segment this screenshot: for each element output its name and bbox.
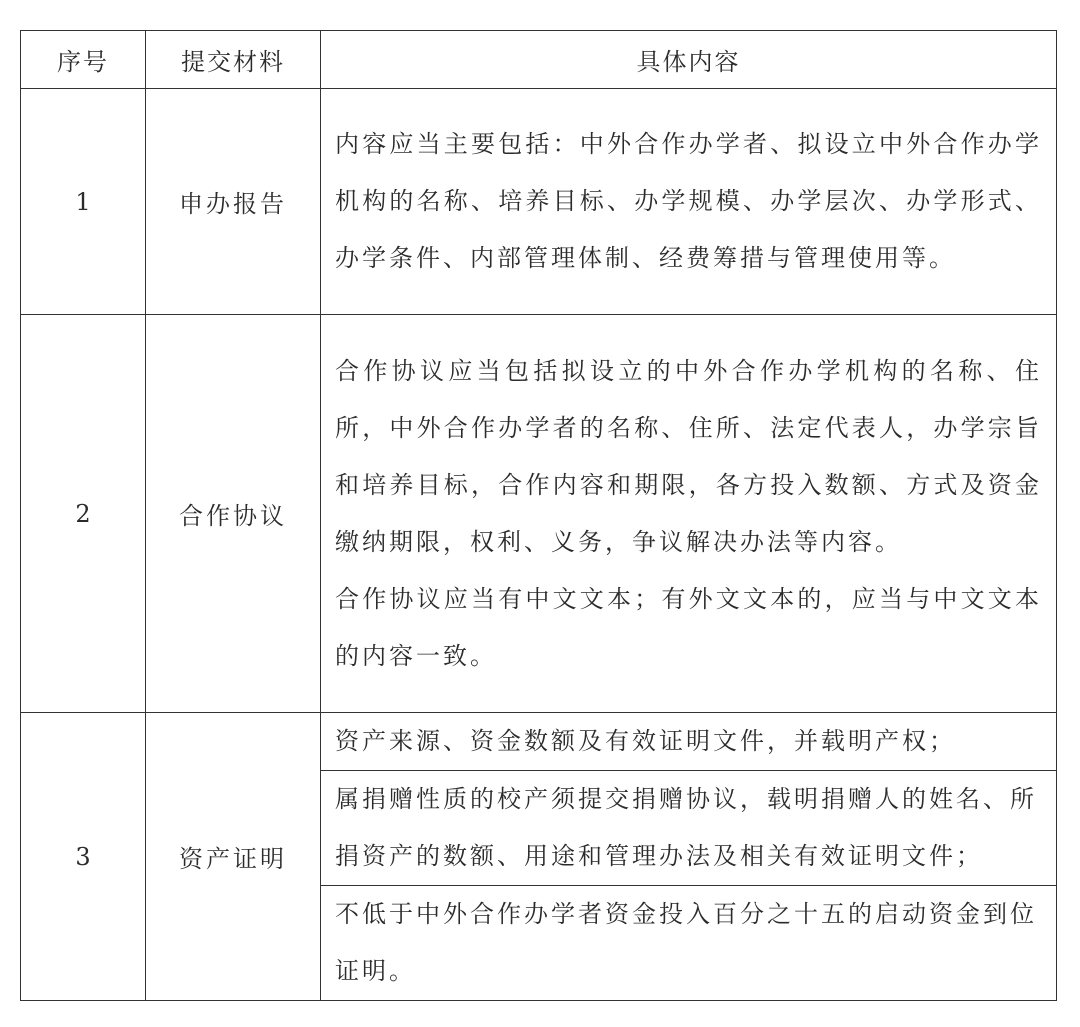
content-subitem: 属捐赠性质的校产须提交捐赠协议，载明捐赠人的姓名、所捐资产的数额、用途和管理办法及相关有效证明文件；: [321, 771, 1056, 886]
table-row: [21, 315, 1057, 713]
header-row: [21, 31, 1057, 89]
row-content: [321, 89, 1057, 315]
row-material: 资产证明: [146, 713, 321, 1001]
row-index: 1: [21, 89, 146, 315]
row-content: [321, 315, 1057, 713]
row-index: 2: [21, 315, 146, 713]
row-material: 合作协议: [146, 315, 321, 713]
materials-table: [20, 30, 1057, 1001]
header-content: 具体内容: [321, 31, 1057, 89]
header-material: 提交材料: [146, 31, 321, 89]
row-index: 3: [21, 713, 146, 1001]
content-subitem: 不低于中外合作办学者资金投入百分之十五的启动资金到位证明。: [335, 900, 1037, 985]
content-paragraph: 内容应当主要包括：中外合作办学者、拟设立中外合作办学机构的名称、培养目标、办学规模、办学层次、办学形式、办学条件、内部管理体制、经费筹措与管理使用等。: [335, 130, 1042, 272]
header-index: 序号: [21, 31, 146, 89]
content-subitem: 资产来源、资金数额及有效证明文件，并载明产权；: [321, 713, 1056, 771]
content-paragraph: 合作协议应当包括拟设立的中外合作办学机构的名称、住所，中外合作办学者的名称、住所、法定代表人，办学宗旨和培养目标，合作内容和期限，各方投入数额、方式及资金缴纳期限，权利、义务，争议解决办法等内容。: [335, 356, 1042, 556]
table-row: [21, 713, 1057, 1001]
table-row: [21, 89, 1057, 315]
row-content: [321, 713, 1057, 1001]
row-material: 申办报告: [146, 89, 321, 315]
content-paragraph: 合作协议应当有中文文本；有外文文本的，应当与中文文本的内容一致。: [335, 584, 1042, 670]
